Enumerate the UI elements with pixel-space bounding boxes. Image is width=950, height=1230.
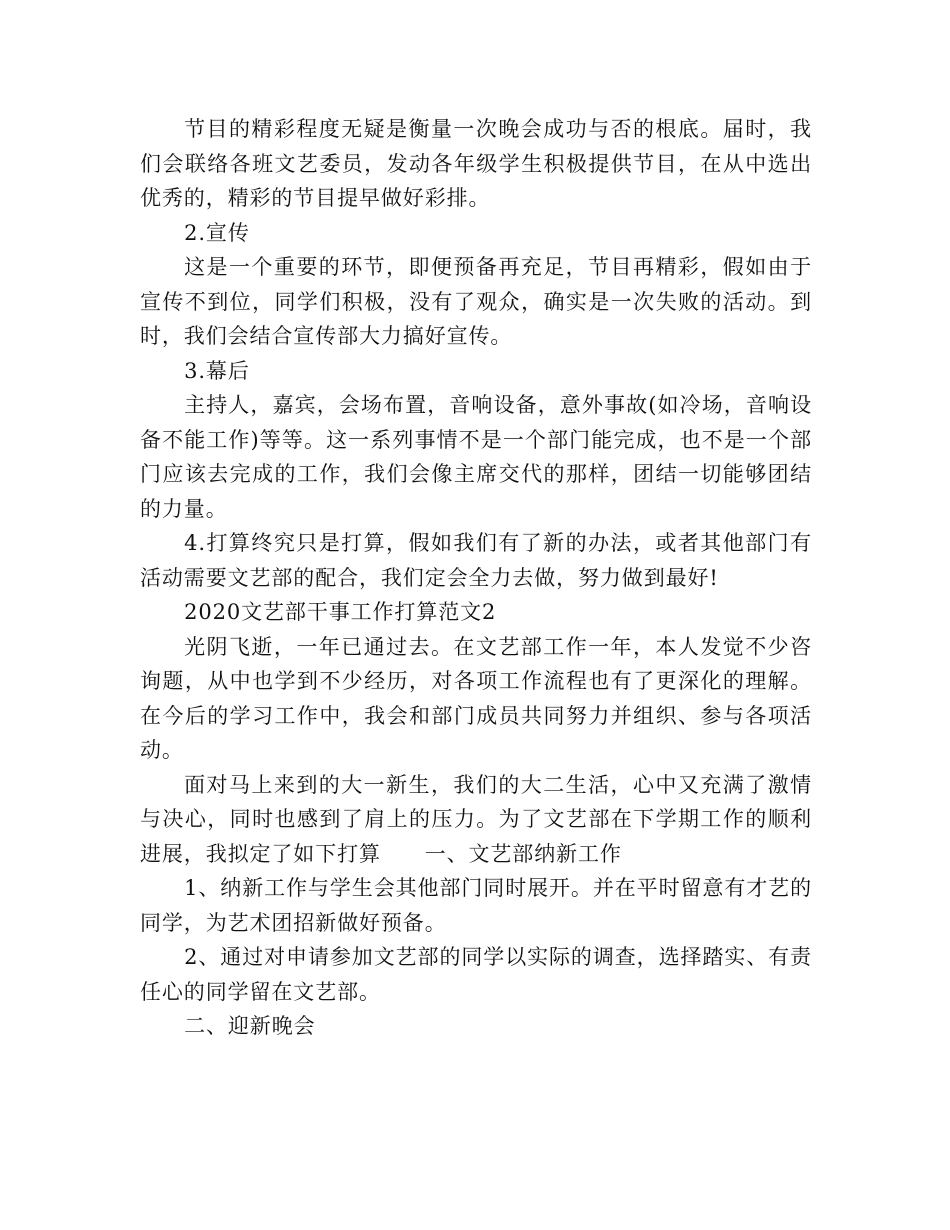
- paragraph-new-students: 面对马上来到的大一新生，我们的大二生活，心中又充满了激情与决心，同时也感到了肩上的压力。为了文艺部在下学期工作的顺利进展，我拟定了如下打算 一、文艺部纳新工作: [140, 772, 812, 866]
- heading-publicity: 2.宣传: [184, 220, 250, 245]
- paragraph-program-quality: 节目的精彩程度无疑是衡量一次晚会成功与否的根底。届时，我们会联络各班文艺委员，发动各年级学生积极提供节目，在从中选出优秀的，精彩的节目提早做好彩排。: [140, 117, 812, 210]
- paragraph-plan-note: 4.打算终究只是打算，假如我们有了新的办法，或者其他部门有活动需要文艺部的配合，我们定会全力去做，努力做到最好!: [140, 531, 812, 590]
- list-item-recruitment-1: 1、纳新工作与学生会其他部门同时展开。并在平时留意有才艺的同学，为艺术团招新做好预备。: [140, 876, 812, 935]
- heading-backstage: 3.幕后: [184, 358, 250, 383]
- heading-welcome-party: 二、迎新晚会: [184, 1014, 316, 1038]
- list-item-recruitment-2: 2、通过对申请参加文艺部的同学以实际的调查，选择踏实、有责任心的同学留在文艺部。: [140, 945, 812, 1004]
- paragraph-year-review: 光阴飞逝，一年已通过去。在文艺部工作一年，本人发觉不少咨询题，从中也学到不少经历，对各项工作流程也有了更深化的理解。在今后的学习工作中，我会和部门成员共同努力并组织、参与各项活动。: [140, 634, 812, 762]
- paragraph-backstage: 主持人，嘉宾，会场布置，音响设备，意外事故(如冷场，音响设备不能工作)等等。这一系列事情不是一个部门能完成，也不是一个部门应该去完成的工作，我们会像主席交代的那样，团结一切能够团结的力量。: [140, 393, 812, 521]
- section-title-sample-2: 2020文艺部干事工作打算范文2: [184, 600, 497, 624]
- document-body: [140, 112, 812, 1044]
- paragraph-publicity: 这是一个重要的环节，即便预备再充足，节目再精彩，假如由于宣传不到位，同学们积极，没有了观众，确实是一次失败的活动。到时，我们会结合宣传部大力搞好宣传。: [140, 255, 812, 348]
